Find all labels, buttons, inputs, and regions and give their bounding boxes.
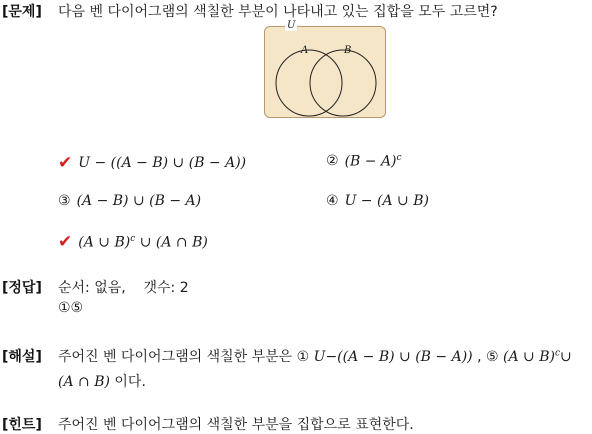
- choice-5-expr: (A ∪ B)$^c$ ∪ (A ∩ B): [78, 233, 208, 251]
- venn-diagram: [264, 20, 386, 118]
- choice-1-expr: U − ((A − B) ∪ (B − A)): [78, 155, 247, 171]
- answer-line: 순서: 없음, 갯수: 2: [58, 280, 189, 296]
- choice-4-number: ④: [326, 193, 339, 209]
- hint-text: 주어진 벤 다이어그램의 색칠한 부분을 집합으로 표현한다.: [58, 417, 414, 433]
- answer-numbers: ①⑤: [58, 300, 84, 316]
- question-text: 다음 벤 다이어그램의 색칠한 부분이 나타내고 있는 집합을 모두 고르면?: [58, 4, 498, 20]
- problem-tag: [문제]: [2, 4, 42, 20]
- choice-1[interactable]: [58, 153, 246, 173]
- check-mark-icon: ✔: [58, 232, 73, 252]
- hint-tag: [힌트]: [2, 417, 42, 433]
- choice-3-number: ③: [58, 193, 71, 209]
- venn-label-u: U: [287, 20, 296, 31]
- explanation-line-2: (A ∩ B) 이다.: [58, 374, 146, 390]
- set-b-circle: [310, 50, 376, 116]
- choice-2-expr: $(B - A)^c$: [344, 153, 402, 170]
- choice-2[interactable]: [326, 153, 402, 170]
- venn-label-a: A: [301, 45, 309, 56]
- explanation-line-1: 주어진 벤 다이어그램의 색칠한 부분은 ① U−((A − B) ∪ (B − A)) , ⑤ (A ∪ B)$^c$∪: [58, 348, 572, 365]
- choice-4-expr: U − (A ∪ B): [344, 193, 429, 209]
- choice-2-number: ②: [326, 153, 339, 170]
- choice-5[interactable]: [58, 232, 208, 252]
- check-mark-icon: ✔: [58, 153, 73, 173]
- venn-svg: [265, 27, 385, 117]
- choice-3-expr: (A − B) ∪ (B − A): [76, 193, 202, 209]
- choice-3[interactable]: [58, 193, 201, 209]
- answer-tag: [정답]: [2, 280, 42, 296]
- venn-label-b: B: [344, 45, 352, 56]
- explanation-tag: [해설]: [2, 349, 42, 365]
- set-a-circle: [276, 50, 342, 116]
- choice-4[interactable]: [326, 193, 429, 209]
